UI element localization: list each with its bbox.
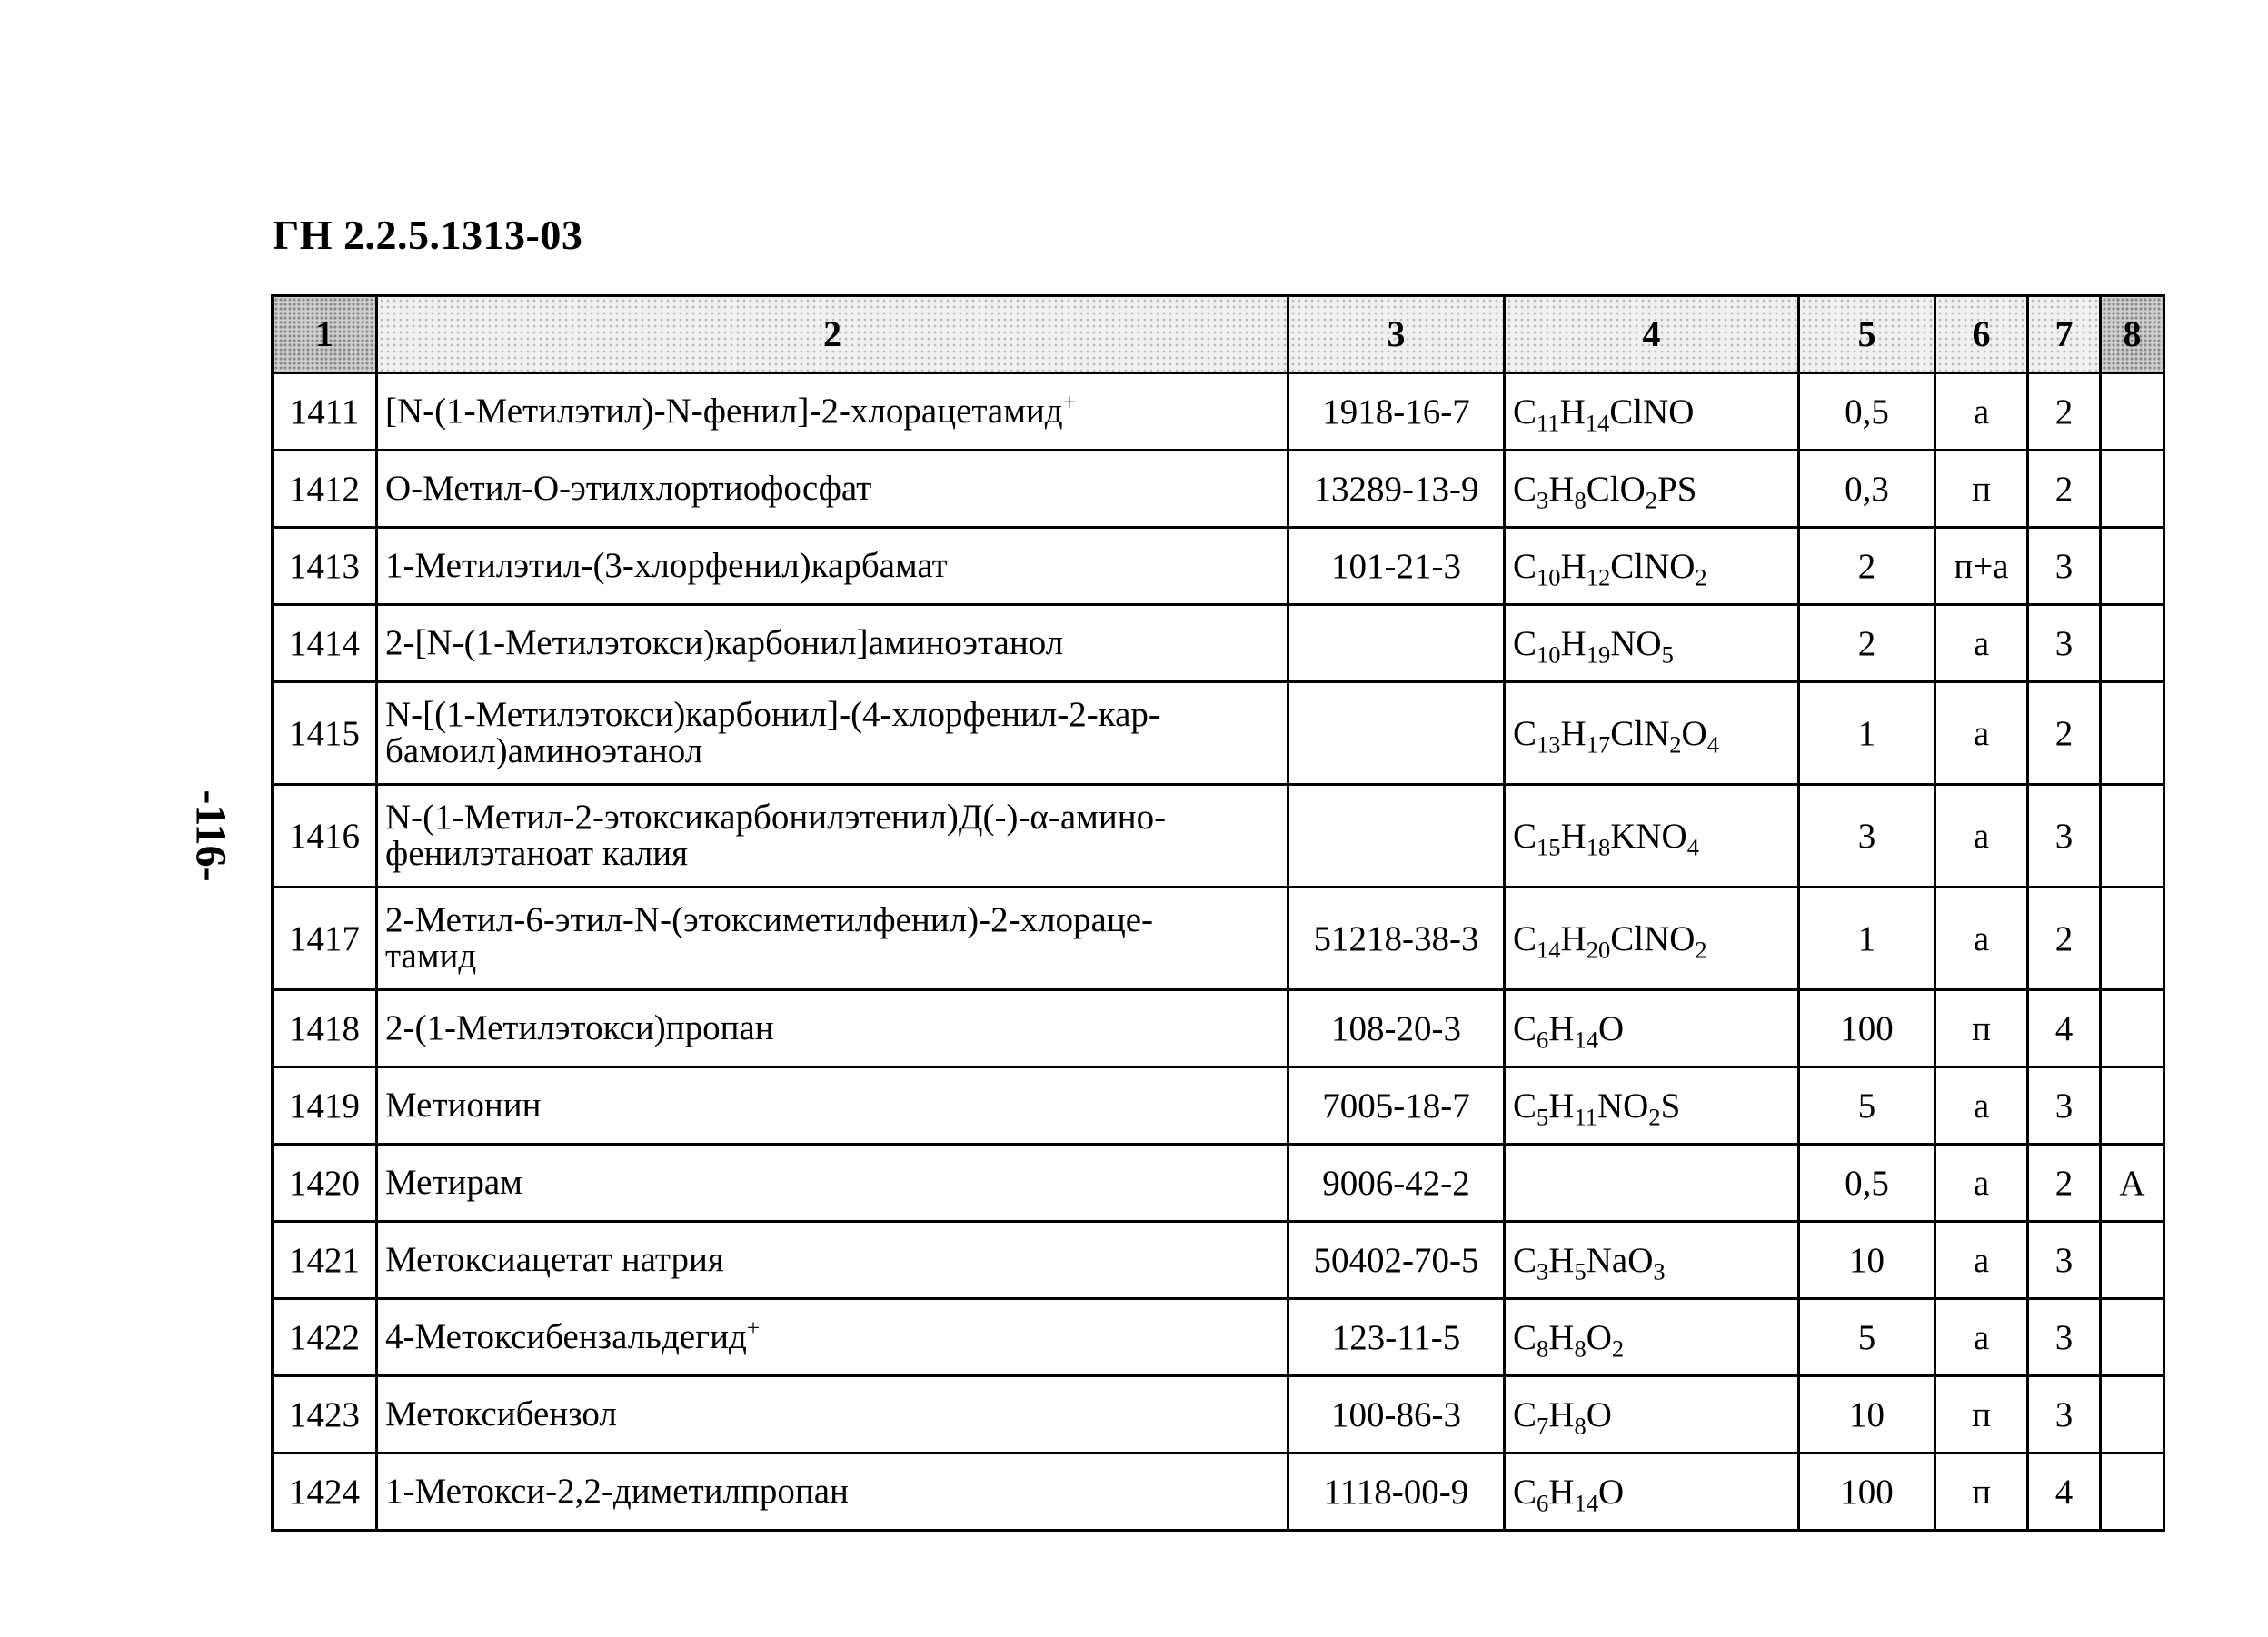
note (2101, 1299, 2164, 1376)
chemical-formula: $C_3H_5NaO_3$ (1505, 1222, 1799, 1299)
row-number: 1411 (273, 373, 377, 451)
table-row (273, 451, 2164, 528)
substance-name-text: 2-[N-(1-Метилэтокси)карбонил]аминоэтанол (385, 623, 1064, 663)
substance-name (377, 1299, 1288, 1376)
limit-value: 0,3 (1799, 451, 1935, 528)
substance-name (377, 1145, 1288, 1222)
table-row (273, 990, 2164, 1067)
aggregate-state: п+а (1935, 528, 2028, 605)
row-number: 1417 (273, 888, 377, 990)
table-row (273, 528, 2164, 605)
cas-number (1288, 785, 1505, 888)
note (2101, 1222, 2164, 1299)
cas-number (1288, 605, 1505, 682)
document-code: ГН 2.2.5.1313-03 (273, 212, 583, 258)
row-number: 1420 (273, 1145, 377, 1222)
note (2101, 990, 2164, 1067)
aggregate-state: п (1935, 990, 2028, 1067)
note (2101, 605, 2164, 682)
note (2101, 1067, 2164, 1145)
limit-value: 3 (1799, 785, 1935, 888)
limit-value: 1 (1799, 682, 1935, 785)
row-number: 1421 (273, 1222, 377, 1299)
substance-name-text: Метоксиацетат натрия (385, 1240, 724, 1280)
chemical-formula: $C_{15}H_{18}KNO_4$ (1505, 785, 1799, 888)
cas-number (1288, 682, 1505, 785)
table-row (273, 1299, 2164, 1376)
table-row (273, 1376, 2164, 1453)
aggregate-state: а (1935, 373, 2028, 451)
col-header-8: 8 (2101, 296, 2164, 373)
substance-name (377, 1067, 1288, 1145)
chemical-formula: $C_3H_8ClO_2PS$ (1505, 451, 1799, 528)
aggregate-state: а (1935, 888, 2028, 990)
col-header-4: 4 (1505, 296, 1799, 373)
name-superscript: + (746, 1315, 761, 1342)
note (2101, 451, 2164, 528)
chemical-formula: $C_6H_{14}O$ (1505, 1453, 1799, 1531)
row-number: 1415 (273, 682, 377, 785)
cas-number: 1118-00-9 (1288, 1453, 1505, 1531)
aggregate-state: п (1935, 451, 2028, 528)
cas-number: 123-11-5 (1288, 1299, 1505, 1376)
substance-name-text: 1-Метокси-2,2-диметилпропан (385, 1472, 849, 1512)
aggregate-state: п (1935, 1376, 2028, 1453)
table-row (273, 1222, 2164, 1299)
limit-value: 100 (1799, 1453, 1935, 1531)
cas-number: 7005-18-7 (1288, 1067, 1505, 1145)
aggregate-state: а (1935, 1067, 2028, 1145)
name-superscript: + (1062, 390, 1076, 416)
chemical-formula (1505, 1145, 1799, 1222)
limit-value: 2 (1799, 605, 1935, 682)
row-number: 1422 (273, 1299, 377, 1376)
row-number: 1414 (273, 605, 377, 682)
hazard-class: 2 (2028, 451, 2101, 528)
cas-number: 101-21-3 (1288, 528, 1505, 605)
substance-name (377, 373, 1288, 451)
table-row (273, 888, 2164, 990)
table-row (273, 1453, 2164, 1531)
substance-name-text: Метирам (385, 1163, 522, 1203)
chemical-formula: $C_7H_8O$ (1505, 1376, 1799, 1453)
note (2101, 373, 2164, 451)
substance-name (377, 990, 1288, 1067)
table-row (273, 785, 2164, 888)
header-row (273, 296, 2164, 373)
hazard-class: 3 (2028, 1222, 2101, 1299)
hazard-class: 2 (2028, 888, 2101, 990)
substance-name (377, 1222, 1288, 1299)
substance-name: 2-Метил-6-этил-N-(этоксиметилфенил)-2-хлораце- тамид (377, 888, 1288, 990)
note (2101, 1453, 2164, 1531)
chemical-formula: $C_5H_{11}NO_2S$ (1505, 1067, 1799, 1145)
limit-value: 1 (1799, 888, 1935, 990)
table-row (273, 1145, 2164, 1222)
hazard-class: 3 (2028, 785, 2101, 888)
note (2101, 528, 2164, 605)
row-number: 1416 (273, 785, 377, 888)
hazard-class: 3 (2028, 528, 2101, 605)
aggregate-state: а (1935, 682, 2028, 785)
chemical-formula: $C_8H_8O_2$ (1505, 1299, 1799, 1376)
hazard-class: 3 (2028, 1299, 2101, 1376)
substance-name (377, 451, 1288, 528)
limit-value: 2 (1799, 528, 1935, 605)
table-row (273, 373, 2164, 451)
limit-value: 10 (1799, 1376, 1935, 1453)
cas-number: 108-20-3 (1288, 990, 1505, 1067)
row-number: 1424 (273, 1453, 377, 1531)
aggregate-state: а (1935, 785, 2028, 888)
chemical-formula: $C_{10}H_{19}NO_5$ (1505, 605, 1799, 682)
substance-name (377, 528, 1288, 605)
note: А (2101, 1145, 2164, 1222)
note (2101, 682, 2164, 785)
hazard-class: 3 (2028, 1376, 2101, 1453)
substance-name (377, 1453, 1288, 1531)
chemical-formula: $C_{14}H_{20}ClNO_2$ (1505, 888, 1799, 990)
limit-value: 5 (1799, 1299, 1935, 1376)
chemical-formula: $C_{10}H_{12}ClNO_2$ (1505, 528, 1799, 605)
limit-value: 5 (1799, 1067, 1935, 1145)
row-number: 1413 (273, 528, 377, 605)
table-body (273, 373, 2164, 1531)
substance-name-text: 1-Метилэтил-(3-хлорфенил)карбамат (385, 546, 948, 586)
substance-name-text: 4-Метоксибензальдегид (385, 1317, 747, 1357)
table-row (273, 1067, 2164, 1145)
aggregate-state: а (1935, 605, 2028, 682)
row-number: 1423 (273, 1376, 377, 1453)
substance-name-text: 2-(1-Метилэтокси)пропан (385, 1008, 774, 1048)
cas-number: 13289-13-9 (1288, 451, 1505, 528)
limit-value: 100 (1799, 990, 1935, 1067)
row-number: 1419 (273, 1067, 377, 1145)
limit-value: 10 (1799, 1222, 1935, 1299)
col-header-2: 2 (377, 296, 1288, 373)
substance-name: N-(1-Метил-2-этоксикарбонилэтенил)Д(-)-α-амино- фенилэтаноат калия (377, 785, 1288, 888)
page-number: -116- (186, 789, 235, 882)
col-header-1: 1 (273, 296, 377, 373)
limit-value: 0,5 (1799, 373, 1935, 451)
col-header-6: 6 (1935, 296, 2028, 373)
substance-name-text: [N-(1-Метилэтил)-N-фенил]-2-хлорацетамид (385, 392, 1063, 432)
substances-table (271, 294, 2165, 1532)
note (2101, 888, 2164, 990)
aggregate-state: п (1935, 1453, 2028, 1531)
substance-name (377, 1376, 1288, 1453)
hazard-class: 2 (2028, 682, 2101, 785)
substance-name (377, 605, 1288, 682)
aggregate-state: а (1935, 1222, 2028, 1299)
cas-number: 1918-16-7 (1288, 373, 1505, 451)
note (2101, 785, 2164, 888)
cas-number: 50402-70-5 (1288, 1222, 1505, 1299)
aggregate-state: а (1935, 1299, 2028, 1376)
substance-name-text: О-Метил-О-этилхлортиофосфат (385, 469, 872, 509)
hazard-class: 4 (2028, 1453, 2101, 1531)
table-row (273, 682, 2164, 785)
col-header-3: 3 (1288, 296, 1505, 373)
col-header-7: 7 (2028, 296, 2101, 373)
col-header-5: 5 (1799, 296, 1935, 373)
chemical-formula: $C_6H_{14}O$ (1505, 990, 1799, 1067)
limit-value: 0,5 (1799, 1145, 1935, 1222)
aggregate-state: а (1935, 1145, 2028, 1222)
hazard-class: 3 (2028, 1067, 2101, 1145)
note (2101, 1376, 2164, 1453)
cas-number: 9006-42-2 (1288, 1145, 1505, 1222)
row-number: 1412 (273, 451, 377, 528)
substance-name: N-[(1-Метилэтокси)карбонил]-(4-хлорфенил-2-кар- бамоил)аминоэтанол (377, 682, 1288, 785)
substance-name-text: Метоксибензол (385, 1394, 617, 1434)
row-number: 1418 (273, 990, 377, 1067)
hazard-class: 2 (2028, 373, 2101, 451)
cas-number: 100-86-3 (1288, 1376, 1505, 1453)
hazard-class: 3 (2028, 605, 2101, 682)
hazard-class: 2 (2028, 1145, 2101, 1222)
chemical-formula: $C_{13}H_{17}ClN_2O_4$ (1505, 682, 1799, 785)
substance-name-text: Метионин (385, 1086, 542, 1126)
hazard-class: 4 (2028, 990, 2101, 1067)
table-row (273, 605, 2164, 682)
chemical-formula: $C_{11}H_{14}ClNO$ (1505, 373, 1799, 451)
cas-number: 51218-38-3 (1288, 888, 1505, 990)
